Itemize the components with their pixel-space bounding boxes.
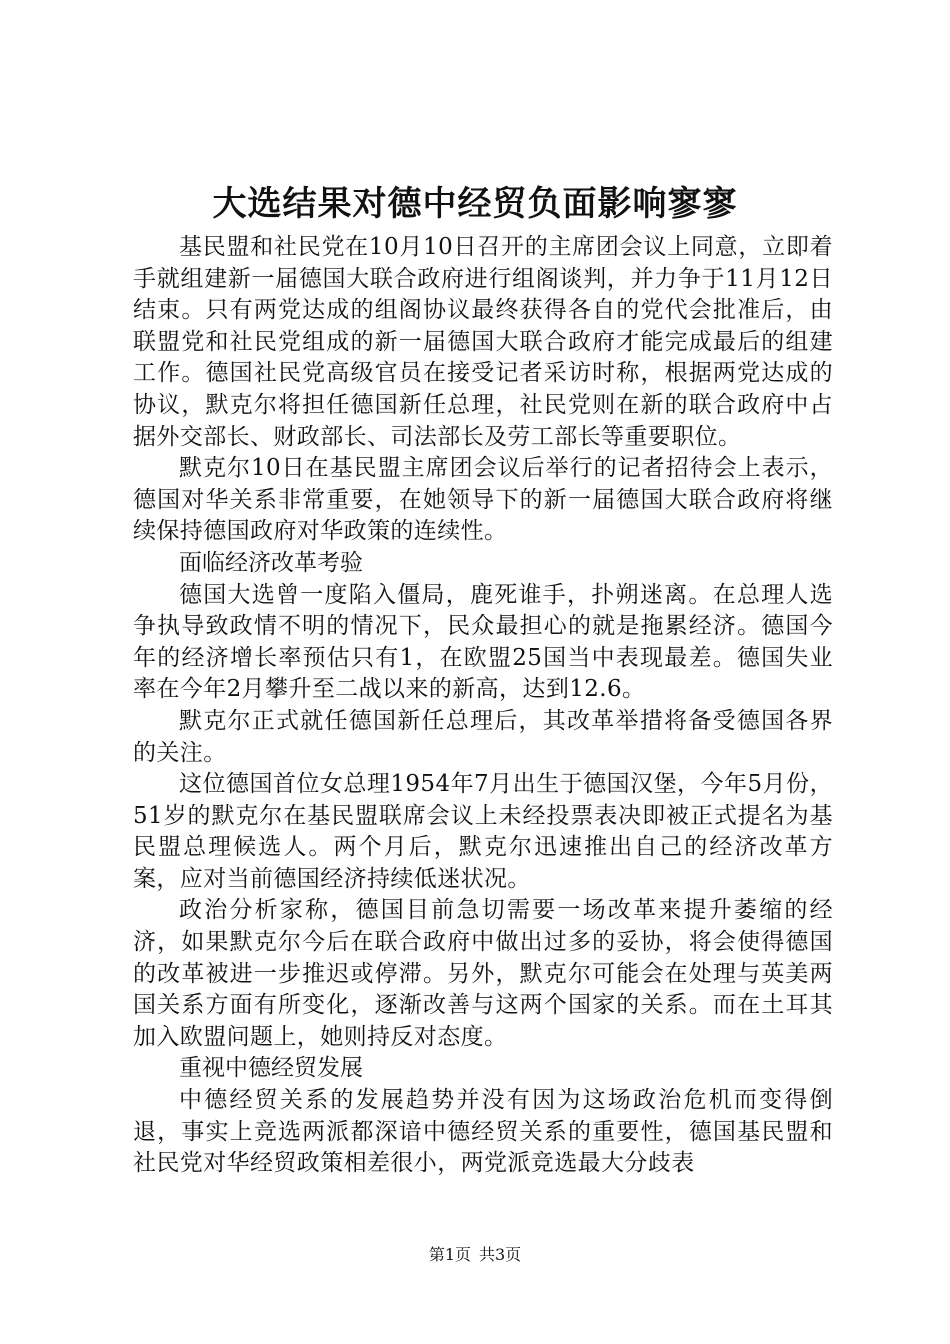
paragraph-3: 德国大选曾一度陷入僵局，鹿死谁手，扑朔迷离。在总理人选争执导致政情不明的情况下，民众最担心的就是拖累经济。德国今年的经济增长率预估只有1，在欧盟25国当中表现最差。德国失业率在今年2月攀升至二战以来的新高，达到12.6。 [133, 581, 833, 703]
document-title: 大选结果对德中经贸负面影响寥寥 [212, 184, 738, 224]
paragraph-2: 默克尔10日在基民盟主席团会议后举行的记者招待会上表示，德国对华关系非常重要，在她领导下的新一届德国大联合政府将继续保持德国政府对华政策的连续性。 [133, 455, 833, 545]
paragraph-6: 政治分析家称，德国目前急切需要一场改革来提升萎缩的经济，如果默克尔今后在联合政府中做出过多的妥协，将会使得德国的改革被进一步推迟或停滞。另外，默克尔可能会在处理与英美两国关系方面有所变化，逐渐改善与这两个国家的关系。而在土耳其加入欧盟问题上，她则持反对态度。 [133, 897, 833, 1050]
page-footer [0, 1243, 950, 1267]
paragraph-4: 默克尔正式就任德国新任总理后，其改革举措将备受德国各界的关注。 [133, 707, 833, 766]
paragraph-5: 这位德国首位女总理1954年7月出生于德国汉堡，今年5月份，51岁的默克尔在基民盟联席会议上未经投票表决即被正式提名为基民盟总理候选人。两个月后，默克尔迅速推出自己的经济改革方案，应对当前德国经济持续低迷状况。 [133, 771, 833, 892]
document-body [133, 232, 833, 1180]
paragraph-1: 基民盟和社民党在10月10日召开的主席团会议上同意，立即着手就组建新一届德国大联合政府进行组阁谈判，并力争于11月12日结束。只有两党达成的组阁协议最终获得各自的党代会批准后，由联盟党和社民党组成的新一届德国大联合政府才能完成最后的组建工作。德国社民党高级官员在接受记者采访时称，根据两党达成的协议，默克尔将担任德国新任总理，社民党则在新的联合政府中占据外交部长、财政部长、司法部长及劳工部长等重要职位。 [133, 234, 833, 450]
page-number: 第1页 [428, 1245, 471, 1264]
section-heading-trade-development: 重视中德经贸发展 [179, 1055, 363, 1082]
page-total: 共3页 [479, 1245, 522, 1264]
section-heading-economic-reform: 面临经济改革考验 [179, 549, 363, 576]
paragraph-7: 中德经贸关系的发展趋势并没有因为这场政治危机而变得倒退，事实上竞选两派都深谙中德经贸关系的重要性，德国基民盟和社民党对华经贸政策相差很小，两党派竞选最大分歧表 [133, 1087, 833, 1177]
